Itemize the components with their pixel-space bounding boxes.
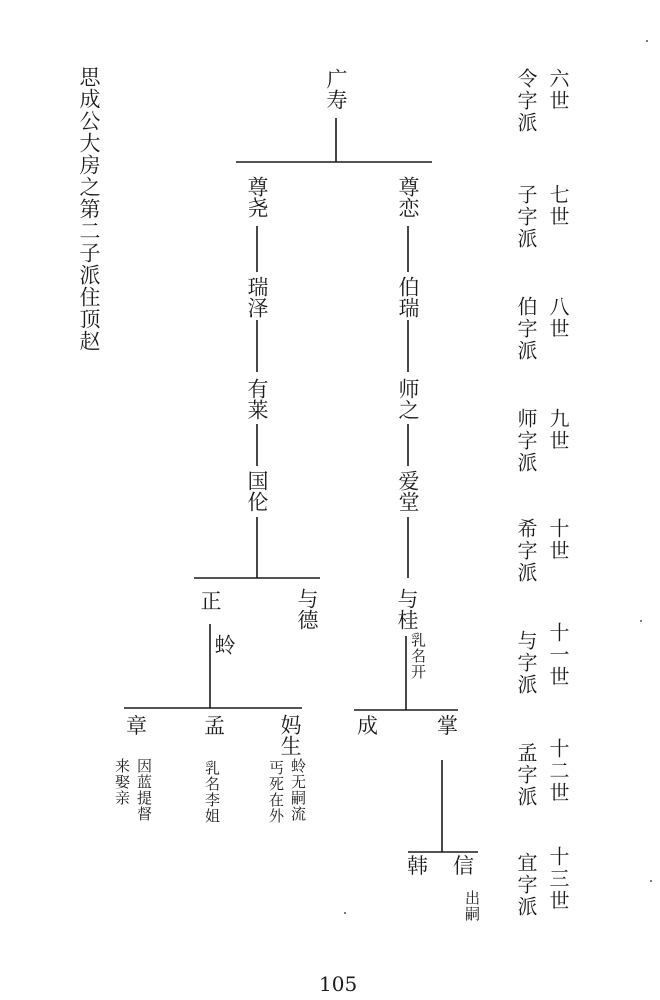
note-masheng-1: 蛉无嗣流 [289,758,307,822]
person-masheng: 妈生 [278,714,302,756]
person-bairui: 伯瑞 [396,276,420,318]
branch-label: 令字派 [514,68,538,134]
note-zhang-2: 来娶亲 [113,758,131,806]
person-meng: 孟 [204,714,225,738]
branch-label: 希字派 [514,518,538,584]
person-guolun: 国伦 [245,470,269,512]
generation-label: 十三世 [546,846,570,912]
person-zhang: 章 [126,714,147,738]
generation-label: 九世 [546,408,570,452]
person-han: 韩 [407,854,428,878]
person-ling: 蛉 [212,634,236,655]
branch-label: 孟字派 [514,742,538,808]
person-xin: 信 [453,854,474,878]
person-ruize: 瑞泽 [245,276,269,318]
generation-label: 十二世 [546,738,570,804]
note-yugui: 乳名开 [409,632,427,680]
branch-label: 师字派 [514,408,538,474]
note-xin: 出嗣 [463,890,481,922]
person-zunlian: 尊恋 [396,176,420,218]
person-root: 广寿 [324,68,348,110]
page-title: 思成公大房之第二子派住顶赵 [77,66,101,352]
scan-speck [650,880,652,882]
generation-label: 六世 [546,68,570,112]
person-zheng: 正 [198,590,222,611]
person-yugui: 与桂 [395,588,419,630]
person-youlai: 有莱 [245,378,269,420]
branch-label: 宜字派 [514,852,538,918]
person-zunyao: 尊尧 [245,176,269,218]
note-masheng-2: 丐死在外 [267,760,285,824]
scan-speck [646,40,648,42]
page-number: 105 [319,972,358,996]
scan-speck [640,620,642,622]
branch-label: 伯字派 [514,296,538,362]
person-yude: 与德 [295,588,319,630]
person-zhang2: 掌 [437,714,458,738]
generation-label: 十一世 [546,622,570,688]
branch-label: 与字派 [514,630,538,696]
generation-label: 七世 [546,184,570,228]
generation-label: 十世 [546,518,570,562]
generation-label: 八世 [546,296,570,340]
person-aitang: 爱堂 [396,470,420,512]
note-meng: 乳名李姐 [203,760,221,824]
note-zhang-1: 因蓝提督 [135,758,153,822]
person-shizhi: 师之 [396,378,420,420]
scan-speck [344,912,346,914]
branch-label: 子字派 [514,184,538,250]
person-cheng: 成 [357,714,378,738]
